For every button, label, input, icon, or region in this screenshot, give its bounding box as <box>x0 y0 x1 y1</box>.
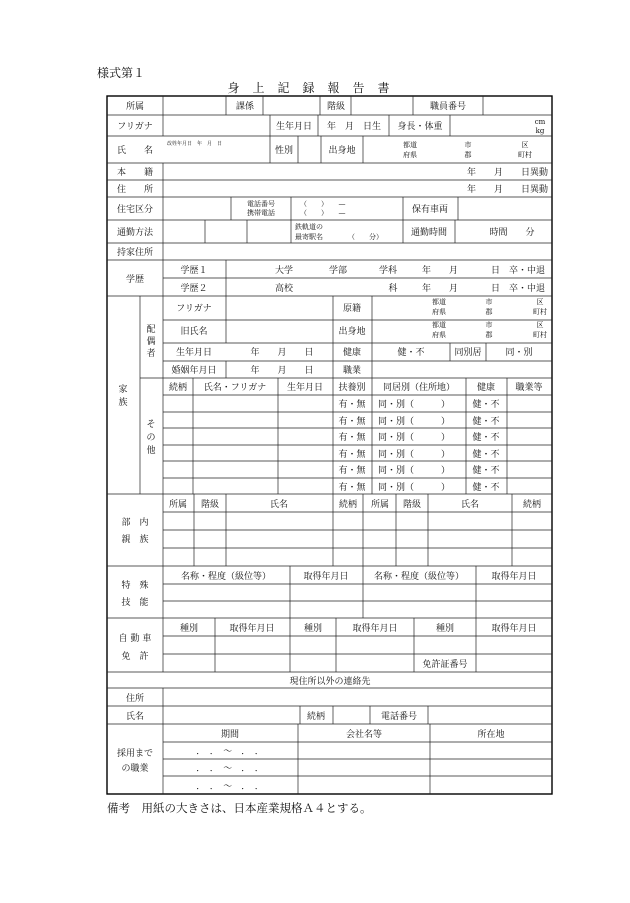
svg-text:取得年月日: 取得年月日 <box>491 572 537 582</box>
label-kakari: 課係 <box>235 102 255 112</box>
svg-text:旧氏名: 旧氏名 <box>180 327 208 337</box>
document-title: 身上記録報告書 <box>227 81 403 95</box>
section-skills <box>121 566 552 618</box>
svg-text:府県: 府県 <box>432 308 446 316</box>
label-jutaku: 住宅区分 <box>116 205 154 215</box>
svg-text:日 卒・中退: 日 卒・中退 <box>490 284 546 294</box>
svg-text:氏名・フリガナ: 氏名・フリガナ <box>203 383 267 393</box>
svg-text:科: 科 <box>388 284 398 294</box>
svg-text:郡: 郡 <box>464 151 472 159</box>
svg-text:市: 市 <box>485 321 493 329</box>
svg-text:町村: 町村 <box>518 151 532 159</box>
label-car: 保有車両 <box>411 205 449 215</box>
svg-text:氏名: 氏名 <box>460 500 480 510</box>
svg-text:同別居: 同別居 <box>454 348 482 358</box>
svg-text:続柄: 続柄 <box>306 712 326 722</box>
svg-text:同・別（ ）: 同・別（ ） <box>378 466 451 476</box>
svg-text:電話番号: 電話番号 <box>380 712 418 722</box>
label-mochiie: 持家住所 <box>116 248 154 258</box>
svg-text:続柄: 続柄 <box>338 500 358 510</box>
svg-text:族: 族 <box>118 398 128 408</box>
svg-text:健・不: 健・不 <box>472 450 500 460</box>
svg-text:同・別（ ）: 同・別（ ） <box>378 400 451 410</box>
svg-text:健康: 健康 <box>476 383 496 393</box>
svg-text:種別: 種別 <box>303 624 323 634</box>
label-furigana: フリガナ <box>117 122 153 132</box>
svg-text:町村: 町村 <box>533 308 547 316</box>
svg-text:階級: 階級 <box>402 500 422 510</box>
svg-text:他: 他 <box>146 446 156 456</box>
svg-text:フリガナ: フリガナ <box>176 304 212 314</box>
row-mochiie <box>117 243 163 260</box>
form-number: 様式第１ <box>97 66 146 80</box>
svg-text:扶養別: 扶養別 <box>338 383 366 393</box>
label-honseki: 本 籍 <box>116 168 154 178</box>
svg-text:出身地: 出身地 <box>338 327 366 337</box>
svg-text:配: 配 <box>146 325 156 335</box>
svg-text:同・別（ ）: 同・別（ ） <box>378 483 451 493</box>
svg-text:有・無: 有・無 <box>338 466 366 476</box>
svg-text:最寄駅名: 最寄駅名 <box>295 233 323 241</box>
commute-time-value: 時間 分 <box>489 228 535 238</box>
svg-text:家: 家 <box>118 385 128 395</box>
svg-text:特 殊: 特 殊 <box>121 581 149 591</box>
svg-text:． ． ～ ． ．: ． ． ～ ． ． <box>196 782 264 792</box>
label-birthplace: 出身地 <box>328 146 356 156</box>
footer-note: 備考 用紙の大きさは、日本産業規格Ａ４とする。 <box>107 801 372 815</box>
svg-text:免許証番号: 免許証番号 <box>422 660 468 670</box>
section-career <box>117 724 552 794</box>
svg-text:者: 者 <box>146 349 156 359</box>
svg-text:区: 区 <box>521 141 529 149</box>
jusho-date: 年 月 日異動 <box>466 185 548 195</box>
svg-text:名称・程度（級位等）: 名称・程度（級位等） <box>373 572 465 582</box>
svg-text:都道: 都道 <box>432 298 446 306</box>
svg-text:健・不: 健・不 <box>472 400 500 410</box>
row-tsukin <box>117 220 535 243</box>
label-kaikyu: 階級 <box>326 102 346 112</box>
svg-text:職業等: 職業等 <box>515 383 543 393</box>
svg-text:取得年月日: 取得年月日 <box>303 572 349 582</box>
svg-text:階級: 階級 <box>200 500 220 510</box>
row-name <box>117 136 532 163</box>
label-sex: 性別 <box>274 146 294 156</box>
svg-text:有・無: 有・無 <box>338 483 366 493</box>
label-education: 学歴 <box>125 275 145 285</box>
svg-text:採用まで: 採用まで <box>116 749 154 759</box>
svg-text:学科: 学科 <box>378 266 398 276</box>
svg-text:取得年月日: 取得年月日 <box>491 624 537 634</box>
section-kin <box>121 494 552 566</box>
svg-text:学歴１: 学歴１ <box>180 266 208 276</box>
svg-text:日 卒・中退: 日 卒・中退 <box>490 266 546 276</box>
svg-text:名称・程度（級位等）: 名称・程度（級位等） <box>180 572 272 582</box>
svg-text:市: 市 <box>464 141 472 149</box>
svg-text:種別: 種別 <box>435 624 455 634</box>
svg-text:同・別（ ）: 同・別（ ） <box>378 417 451 427</box>
svg-text:年 月 日: 年 月 日 <box>250 348 314 358</box>
svg-text:区: 区 <box>536 298 544 306</box>
svg-text:有・無: 有・無 <box>338 433 366 443</box>
label-kaisei: 改姓年月日 年 月 日 <box>167 141 223 147</box>
svg-text:期間: 期間 <box>220 730 240 740</box>
section-contact <box>126 675 428 724</box>
svg-text:大学: 大学 <box>274 266 294 276</box>
label-commute-time: 通勤時間 <box>410 228 448 238</box>
svg-text:そ: そ <box>146 420 156 430</box>
section-education <box>126 260 552 296</box>
unit-kg: kg <box>535 127 545 135</box>
svg-text:同・別（ ）: 同・別（ ） <box>378 433 451 443</box>
svg-text:所属: 所属 <box>370 500 390 510</box>
svg-text:住所: 住所 <box>125 694 145 704</box>
section-family <box>118 296 552 494</box>
svg-text:種別: 種別 <box>179 624 199 634</box>
svg-text:生年月日: 生年月日 <box>175 348 213 358</box>
svg-text:都道: 都道 <box>432 321 446 329</box>
svg-text:年 月 日: 年 月 日 <box>250 366 314 376</box>
svg-text:有・無: 有・無 <box>338 417 366 427</box>
svg-text:職業: 職業 <box>342 366 362 376</box>
svg-text:（ ） —: （ ） — <box>300 200 346 208</box>
svg-text:町村: 町村 <box>533 331 547 339</box>
svg-text:有・無: 有・無 <box>338 450 366 460</box>
svg-text:同・別: 同・別 <box>505 348 533 358</box>
svg-text:郡: 郡 <box>485 308 493 316</box>
svg-text:市: 市 <box>485 298 493 306</box>
svg-text:取得年月日: 取得年月日 <box>352 624 398 634</box>
svg-text:区: 区 <box>536 321 544 329</box>
svg-text:（ 分）: （ 分） <box>348 233 383 241</box>
label-station: 鉄軌道の <box>295 223 323 231</box>
svg-text:健・不: 健・不 <box>397 348 425 358</box>
svg-text:健康: 健康 <box>342 348 362 358</box>
svg-text:（ ） —: （ ） — <box>300 209 346 217</box>
label-mobile: 携帯電話 <box>247 209 275 217</box>
label-shozoku: 所属 <box>125 102 145 112</box>
svg-text:氏名: 氏名 <box>125 712 145 722</box>
label-shokuin-number: 職員番号 <box>429 102 467 112</box>
svg-text:学歴２: 学歴２ <box>180 284 208 294</box>
svg-text:郡: 郡 <box>485 331 493 339</box>
svg-text:の職業: の職業 <box>121 764 149 774</box>
section-license <box>119 618 552 672</box>
svg-text:婚姻年月日: 婚姻年月日 <box>171 366 217 376</box>
svg-text:技 能: 技 能 <box>121 598 149 608</box>
svg-text:所属: 所属 <box>168 500 188 510</box>
label-height-weight: 身長・体重 <box>397 122 443 132</box>
svg-text:学部: 学部 <box>328 266 348 276</box>
svg-text:健・不: 健・不 <box>472 433 500 443</box>
svg-text:生年月日: 生年月日 <box>286 383 324 393</box>
svg-text:免 許: 免 許 <box>121 652 149 662</box>
svg-text:都道: 都道 <box>403 141 417 149</box>
svg-text:続柄: 続柄 <box>522 500 542 510</box>
svg-text:府県: 府県 <box>403 151 417 159</box>
label-birthdate: 生年月日 <box>275 122 313 132</box>
svg-text:所在地: 所在地 <box>477 730 505 740</box>
svg-text:会社名等: 会社名等 <box>345 730 383 740</box>
contact-title: 現住所以外の連絡先 <box>289 677 371 687</box>
svg-text:部 内: 部 内 <box>121 518 149 528</box>
label-tsukin: 通勤方法 <box>116 228 154 238</box>
label-jusho: 住 所 <box>116 185 154 195</box>
label-name: 氏 名 <box>116 146 154 156</box>
unit-cm: cm <box>534 118 546 126</box>
svg-text:健・不: 健・不 <box>472 483 500 493</box>
honseki-date: 年 月 日異動 <box>466 168 548 178</box>
birthdate-value: 年 月 日生 <box>326 122 382 132</box>
svg-text:健・不: 健・不 <box>472 466 500 476</box>
svg-text:府県: 府県 <box>432 331 446 339</box>
svg-text:の: の <box>146 433 156 443</box>
svg-text:高校: 高校 <box>274 284 294 294</box>
svg-text:同居別（住所地）: 同居別（住所地） <box>382 383 456 393</box>
svg-text:偶: 偶 <box>146 337 156 347</box>
svg-text:氏名: 氏名 <box>269 500 289 510</box>
svg-text:取得年月日: 取得年月日 <box>229 624 275 634</box>
svg-text:年 月: 年 月 <box>421 266 459 276</box>
svg-text:自 動 車: 自 動 車 <box>118 634 152 644</box>
svg-text:． ． ～ ． ．: ． ． ～ ． ． <box>196 764 264 774</box>
svg-text:原籍: 原籍 <box>342 304 362 314</box>
svg-text:有・無: 有・無 <box>338 400 366 410</box>
svg-text:続柄: 続柄 <box>168 383 188 393</box>
svg-text:親 族: 親 族 <box>121 535 149 545</box>
svg-text:． ． ～ ． ．: ． ． ～ ． ． <box>196 747 264 757</box>
svg-text:年 月: 年 月 <box>421 284 459 294</box>
svg-text:健・不: 健・不 <box>472 417 500 427</box>
svg-text:同・別（ ）: 同・別（ ） <box>378 450 451 460</box>
label-phone: 電話番号 <box>247 200 275 208</box>
